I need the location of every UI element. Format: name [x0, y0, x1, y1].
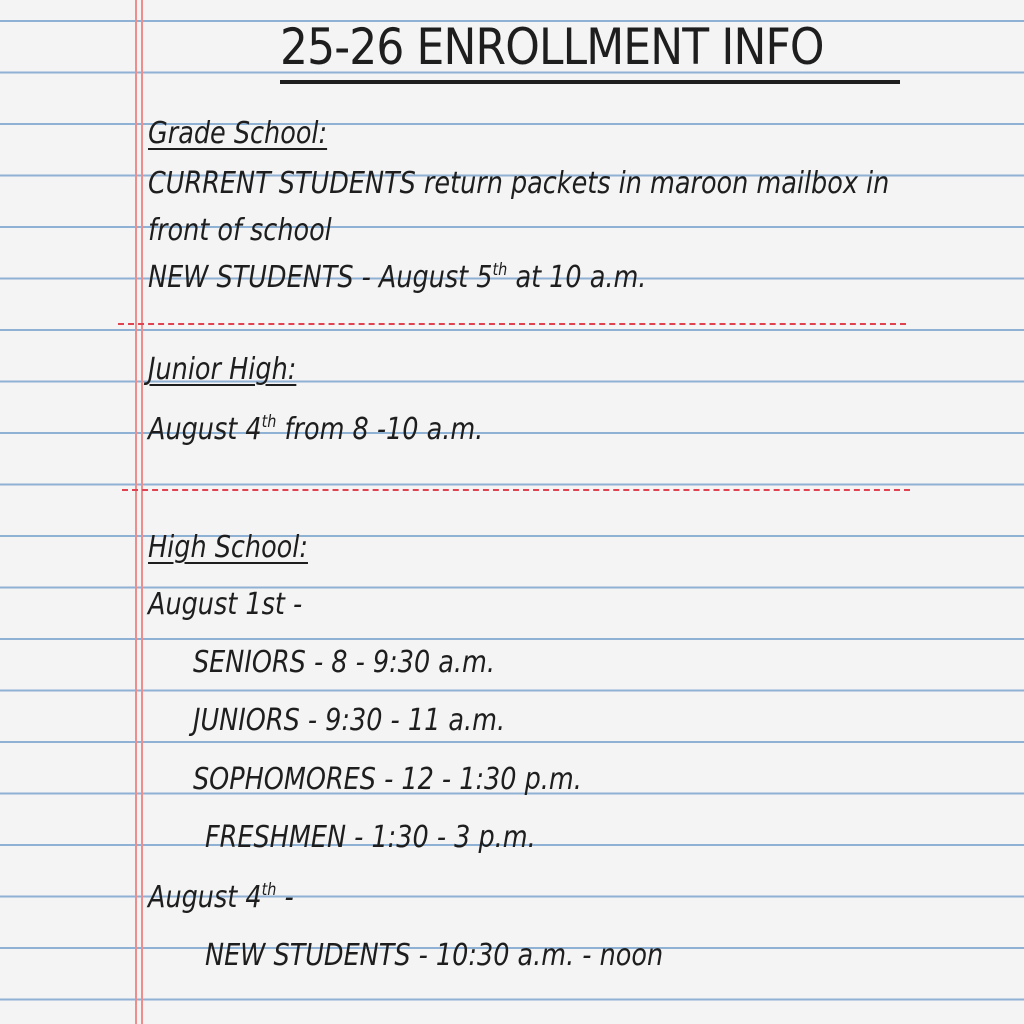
grade-school-line-2: front of school	[148, 213, 332, 248]
high-school-day-2: August 4th -	[148, 880, 294, 915]
high-school-day-1: August 1st -	[148, 587, 303, 622]
margin-line-right	[141, 0, 143, 1024]
high-school-new-students: NEW STUDENTS - 10:30 a.m. - noon	[205, 938, 664, 973]
high-school-heading: High School:	[148, 530, 308, 565]
schedule-sophomores: SOPHOMORES - 12 - 1:30 p.m.	[193, 762, 582, 797]
schedule-juniors: JUNIORS - 9:30 - 11 a.m.	[193, 703, 506, 738]
section-divider-1	[118, 323, 906, 325]
section-divider-2	[122, 489, 910, 491]
junior-high-heading: Junior High:	[148, 352, 297, 387]
schedule-freshmen: FRESHMEN - 1:30 - 3 p.m.	[205, 820, 536, 855]
junior-high-date: August 4th from 8 -10 a.m.	[148, 412, 484, 447]
grade-school-heading: Grade School:	[148, 116, 328, 151]
page-title: 25-26 ENROLLMENT INFO	[280, 18, 824, 76]
schedule-seniors: SENIORS - 8 - 9:30 a.m.	[193, 645, 495, 680]
margin-line-left	[135, 0, 137, 1024]
grade-school-line-1: CURRENT STUDENTS return packets in maroon mailbox in	[148, 166, 890, 201]
grade-school-new-students: NEW STUDENTS - August 5th at 10 a.m.	[148, 260, 647, 295]
title-underline	[280, 80, 900, 84]
